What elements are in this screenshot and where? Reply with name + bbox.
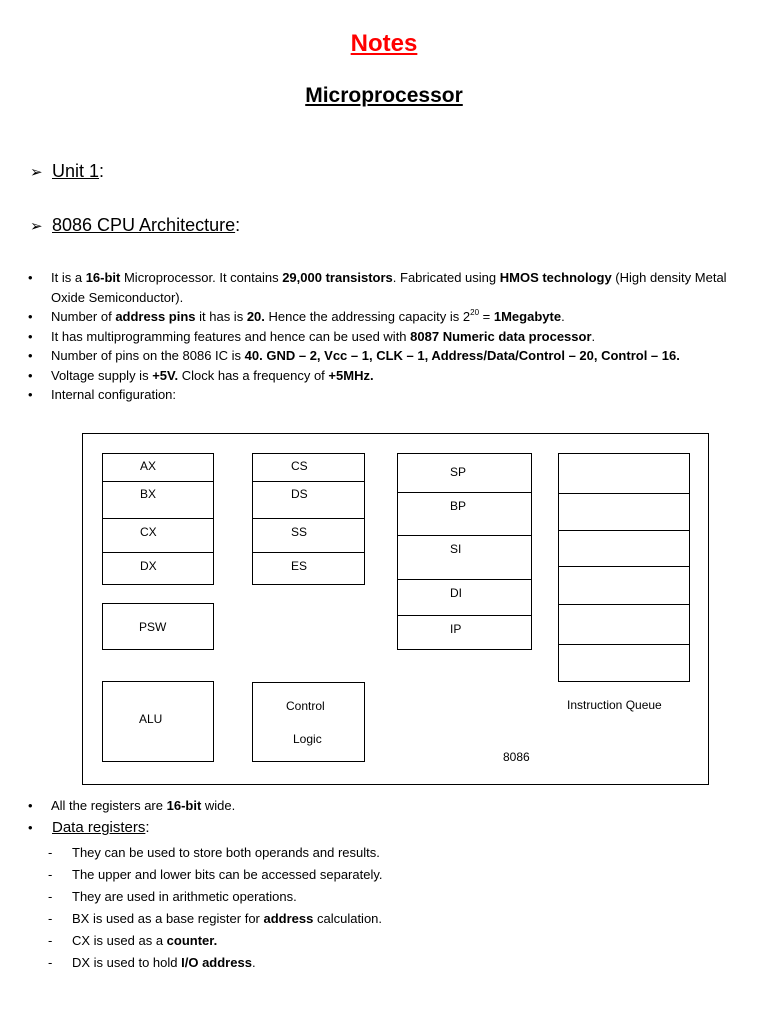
- list-item: - DX is used to hold I/O address.: [48, 954, 738, 976]
- register-cx: CX: [102, 518, 214, 553]
- register-cs: CS: [252, 453, 365, 482]
- queue-slot: [558, 604, 690, 645]
- instruction-queue-label: Instruction Queue: [567, 698, 662, 712]
- unit-heading: [30, 161, 104, 182]
- register-ss: SS: [252, 518, 365, 553]
- list-item: • Number of pins on the 8086 IC is 40. GND – 2, Vcc – 1, CLK – 1, Address/Data/Control – 20, Control – 16.: [25, 346, 740, 366]
- register-bp: BP: [397, 492, 532, 536]
- page-title: Notes: [350, 30, 418, 57]
- page-subtitle: Microprocessor: [305, 84, 463, 107]
- register-dx: DX: [102, 552, 214, 585]
- list-item: • All the registers are 16-bit wide.: [25, 796, 740, 816]
- register-sp: SP: [397, 453, 532, 493]
- control-logic-block: [252, 682, 365, 762]
- data-registers-list: [48, 844, 738, 976]
- control-logic-line2: Logic: [293, 732, 322, 746]
- unit-heading-colon: :: [99, 161, 105, 181]
- register-si: SI: [397, 535, 532, 580]
- chip-label: 8086: [503, 750, 530, 764]
- register-ip: IP: [397, 615, 532, 650]
- queue-slot: [558, 566, 690, 605]
- register-es: ES: [252, 552, 365, 585]
- list-item: • It is a 16-bit Microprocessor. It contains 29,000 transistors. Fabricated using HMOS technology (High density Metal Oxide Semiconductor).: [25, 268, 740, 307]
- arrow-bullet-icon: ➢: [30, 218, 43, 235]
- register-ax: AX: [102, 453, 214, 482]
- list-item: • It has multiprogramming features and hence can be used with 8087 Numeric data processor.: [25, 327, 740, 347]
- arrow-bullet-icon: ➢: [30, 164, 43, 181]
- architecture-heading: [30, 215, 240, 236]
- queue-slot: [558, 644, 690, 682]
- list-item: - They can be used to store both operands and results.: [48, 844, 738, 866]
- psw-register: PSW: [102, 603, 214, 650]
- intro-bullet-list: [25, 268, 740, 405]
- queue-slot: [558, 493, 690, 531]
- queue-slot: [558, 530, 690, 567]
- bullet-dot-icon: •: [28, 820, 33, 835]
- register-ds: DS: [252, 481, 365, 519]
- control-logic-line1: Control: [286, 699, 325, 713]
- data-registers-heading: • Data registers:: [28, 819, 150, 836]
- alu-block: ALU: [102, 681, 214, 762]
- list-item: • Voltage supply is +5V. Clock has a frequency of +5MHz.: [25, 366, 740, 386]
- register-bx: BX: [102, 481, 214, 519]
- list-item: - They are used in arithmetic operations.: [48, 888, 738, 910]
- architecture-heading-colon: :: [235, 215, 241, 235]
- list-item: - The upper and lower bits can be accessed separately.: [48, 866, 738, 888]
- architecture-heading-text: 8086 CPU Architecture: [52, 215, 236, 235]
- internal-configuration-diagram: [82, 433, 709, 785]
- list-item: • Number of address pins it has is 20. Hence the addressing capacity is $2^{20}$ = 1Megabyte.: [25, 307, 740, 327]
- unit-heading-text: Unit 1: [52, 161, 100, 181]
- list-item: • Internal configuration:: [25, 385, 740, 405]
- list-item: - CX is used as a counter.: [48, 932, 738, 954]
- queue-slot: [558, 453, 690, 494]
- list-item: - BX is used as a base register for address calculation.: [48, 910, 738, 932]
- register-width-bullet: [25, 796, 740, 816]
- register-di: DI: [397, 579, 532, 616]
